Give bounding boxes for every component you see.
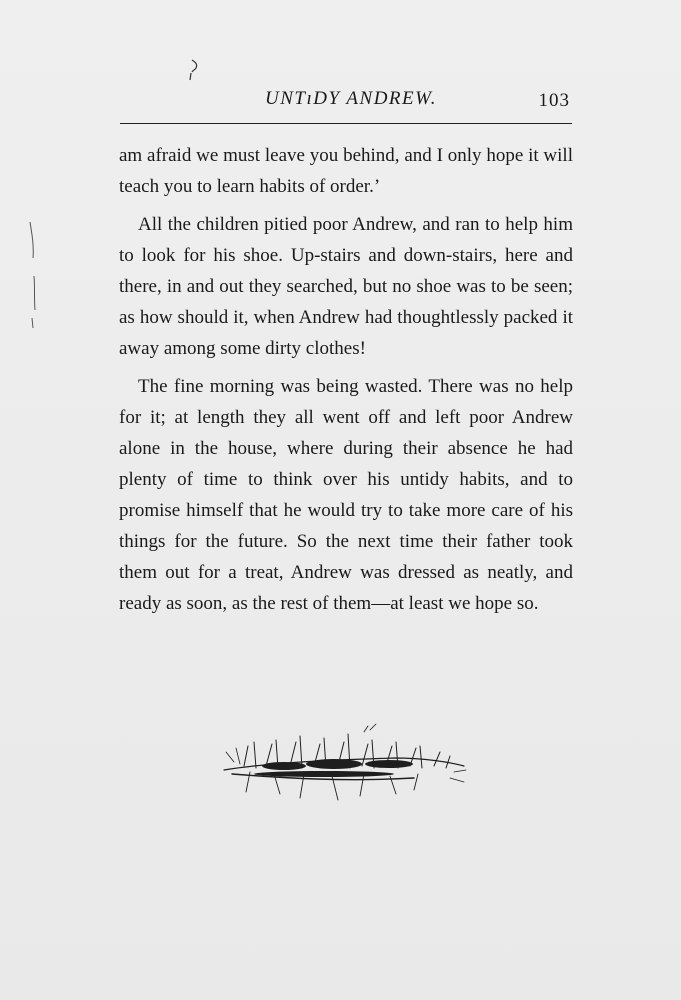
running-title: UNTıDY ANDREW. [265,88,437,109]
pencil-margin-marks-icon [26,220,40,330]
header-rule [120,123,572,124]
paragraph-continuation: am afraid we must leave you behind, and I only hope it will teach you to learn habits of order.’ [119,145,573,197]
paragraph: All the children pitied poor Andrew, and ran to help him to look for his shoe. Up-stairs and down-stairs, here and there, in and out they searched, but no shoe was to be seen; as how should it, when Andrew had thoughtlessly packed it away among some dirty clothes! [119,214,573,359]
running-head [120,88,572,116]
grass-tuft-tailpiece-icon [214,722,474,804]
body-text [119,140,573,626]
page-number: 103 [538,90,570,111]
ink-mark-icon [186,58,202,82]
paragraph: The fine morning was being wasted. There was no help for it; at length they all went off and left poor Andrew alone in the house, where during their absence he had plenty of time to think over his untidy habits, and to promise himself that he would try to take more care of his things for the future. So the next time their father took them out for a treat, Andrew was dressed as neatly, and ready as soon, as the rest of them—at least we hope so. [119,376,573,614]
